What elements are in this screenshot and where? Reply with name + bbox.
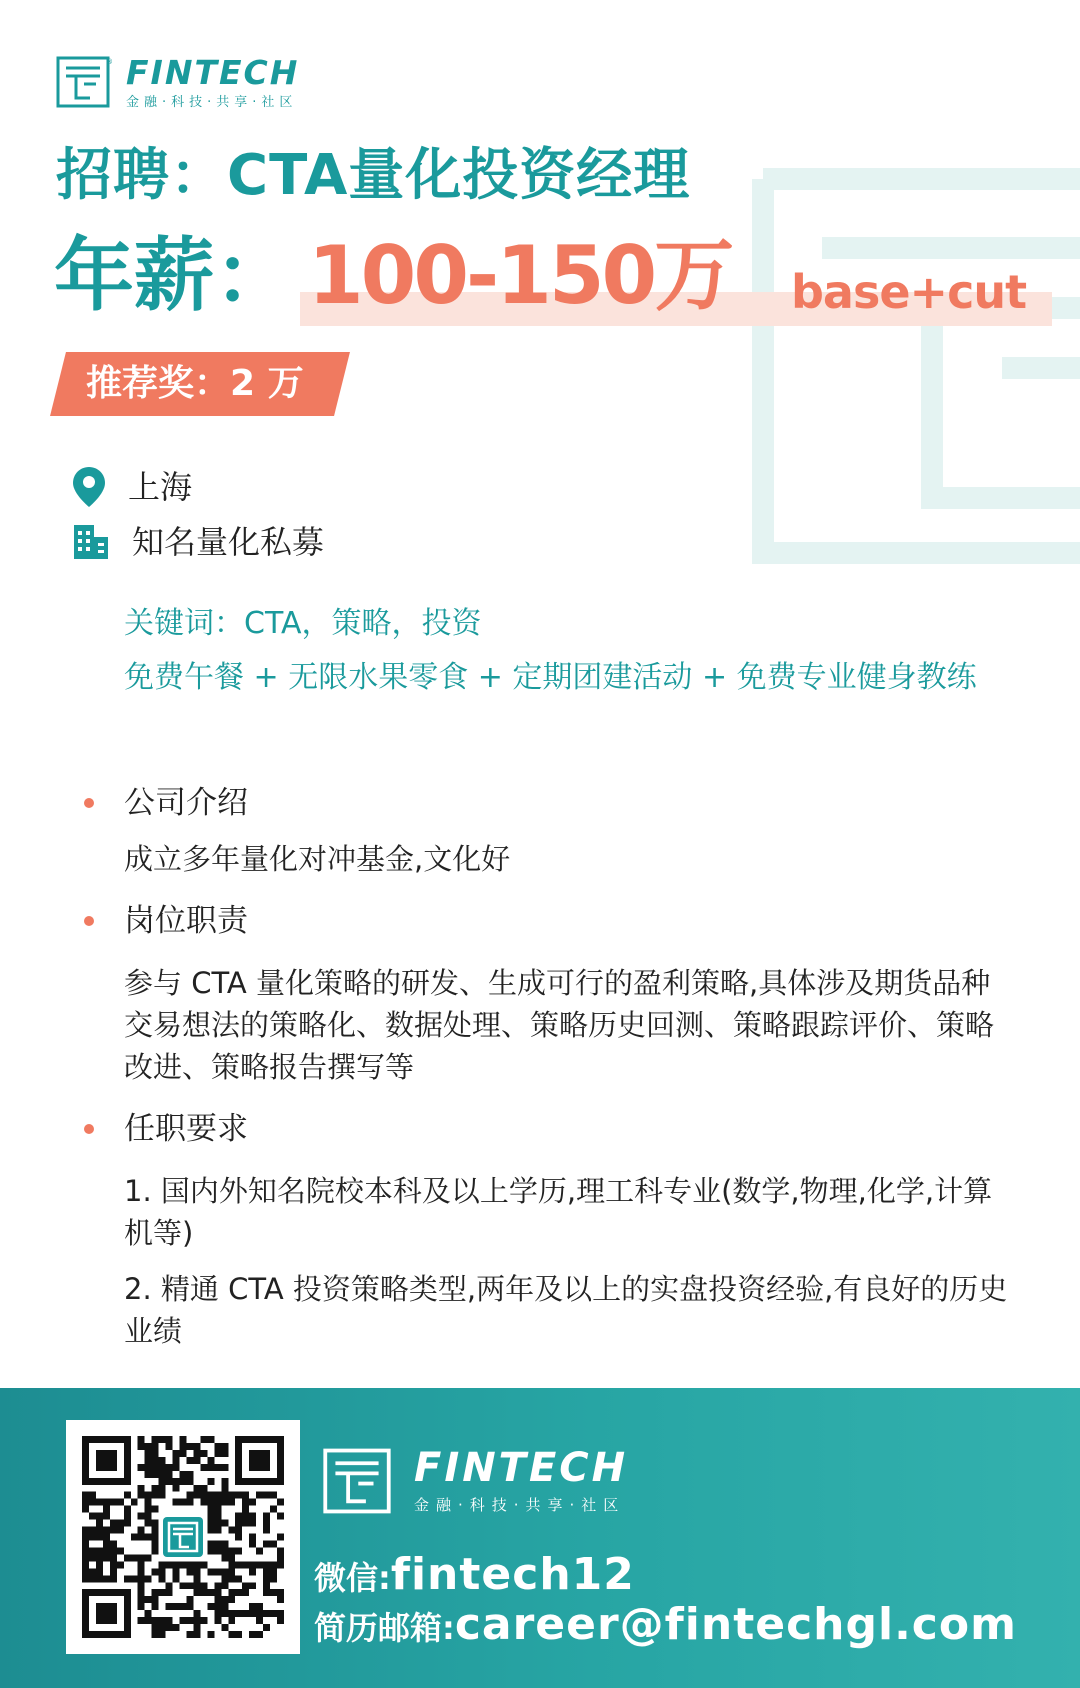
job-title: 招聘：CTA量化投资经理 bbox=[56, 143, 691, 208]
location-row bbox=[72, 466, 192, 508]
footer-brand-name: FINTECH bbox=[414, 1445, 629, 1491]
salary-label: 年薪： bbox=[54, 229, 294, 322]
wechat-value: fintech12 bbox=[390, 1549, 635, 1600]
location-text: 上海 bbox=[128, 468, 193, 506]
section-company-title: 公司介绍 bbox=[124, 782, 248, 824]
email-value[interactable]: career@fintechgl.com bbox=[454, 1599, 1017, 1650]
benefits-text: 免费午餐 + 无限水果零食 + 定期团建活动 + 免费专业健身教练 bbox=[124, 660, 977, 695]
section-duties-body: 参与 CTA 量化策略的研发、生成可行的盈利策略,具体涉及期货品种交易想法的策略化、数据处理、策略历史回测、策略跟踪评价、策略改进、策略报告撰写等 bbox=[124, 966, 995, 1084]
bullet-dot-icon bbox=[84, 916, 94, 926]
fintech-logo-icon bbox=[322, 1448, 392, 1514]
section-duties-header bbox=[84, 900, 248, 942]
email-label: 简历邮箱: bbox=[314, 1609, 455, 1647]
section-company-header bbox=[84, 782, 248, 824]
salary-unit: base+cut bbox=[791, 265, 1027, 319]
brand-logo bbox=[56, 53, 300, 112]
footer-banner bbox=[0, 1388, 1080, 1688]
building-icon bbox=[72, 523, 110, 561]
section-requirements-header bbox=[84, 1108, 248, 1150]
company-text: 知名量化私募 bbox=[132, 523, 325, 561]
footer-brand-logo bbox=[322, 1445, 629, 1514]
svg-text:®: ® bbox=[106, 58, 113, 66]
wechat-label: 微信: bbox=[314, 1559, 391, 1597]
section-duties-title: 岗位职责 bbox=[124, 900, 248, 942]
map-pin-icon bbox=[72, 466, 106, 508]
brand-name: FINTECH bbox=[126, 53, 300, 92]
fintech-logo-icon bbox=[56, 56, 113, 108]
section-company-body: 成立多年量化对冲基金,文化好 bbox=[124, 842, 511, 876]
qr-center-logo bbox=[159, 1513, 207, 1561]
logo-watermark-icon bbox=[752, 168, 1080, 564]
footer-brand-tagline: 金融·科技·共享·社区 bbox=[414, 1496, 626, 1514]
requirement-item: 1. 国内外知名院校本科及以上学历,理工科专业(数学,物理,化学,计算机等) bbox=[124, 1174, 993, 1250]
bullet-dot-icon bbox=[84, 1124, 94, 1134]
bullet-dot-icon bbox=[84, 798, 94, 808]
brand-tagline: 金融·科技·共享·社区 bbox=[126, 95, 298, 110]
keywords-text: 关键词：CTA，策略，投资 bbox=[124, 606, 482, 641]
company-row bbox=[72, 522, 324, 562]
email-contact bbox=[314, 1598, 1017, 1661]
requirement-item: 2. 精通 CTA 投资策略类型,两年及以上的实盘投资经验,有良好的历史业绩 bbox=[124, 1272, 1008, 1348]
section-requirements-title: 任职要求 bbox=[124, 1108, 248, 1150]
qr-code bbox=[66, 1420, 300, 1654]
fintech-logo-icon bbox=[159, 1513, 207, 1561]
salary-value: 100-150万 bbox=[308, 229, 732, 322]
bonus-text: 推荐奖：2 万 bbox=[86, 363, 304, 404]
